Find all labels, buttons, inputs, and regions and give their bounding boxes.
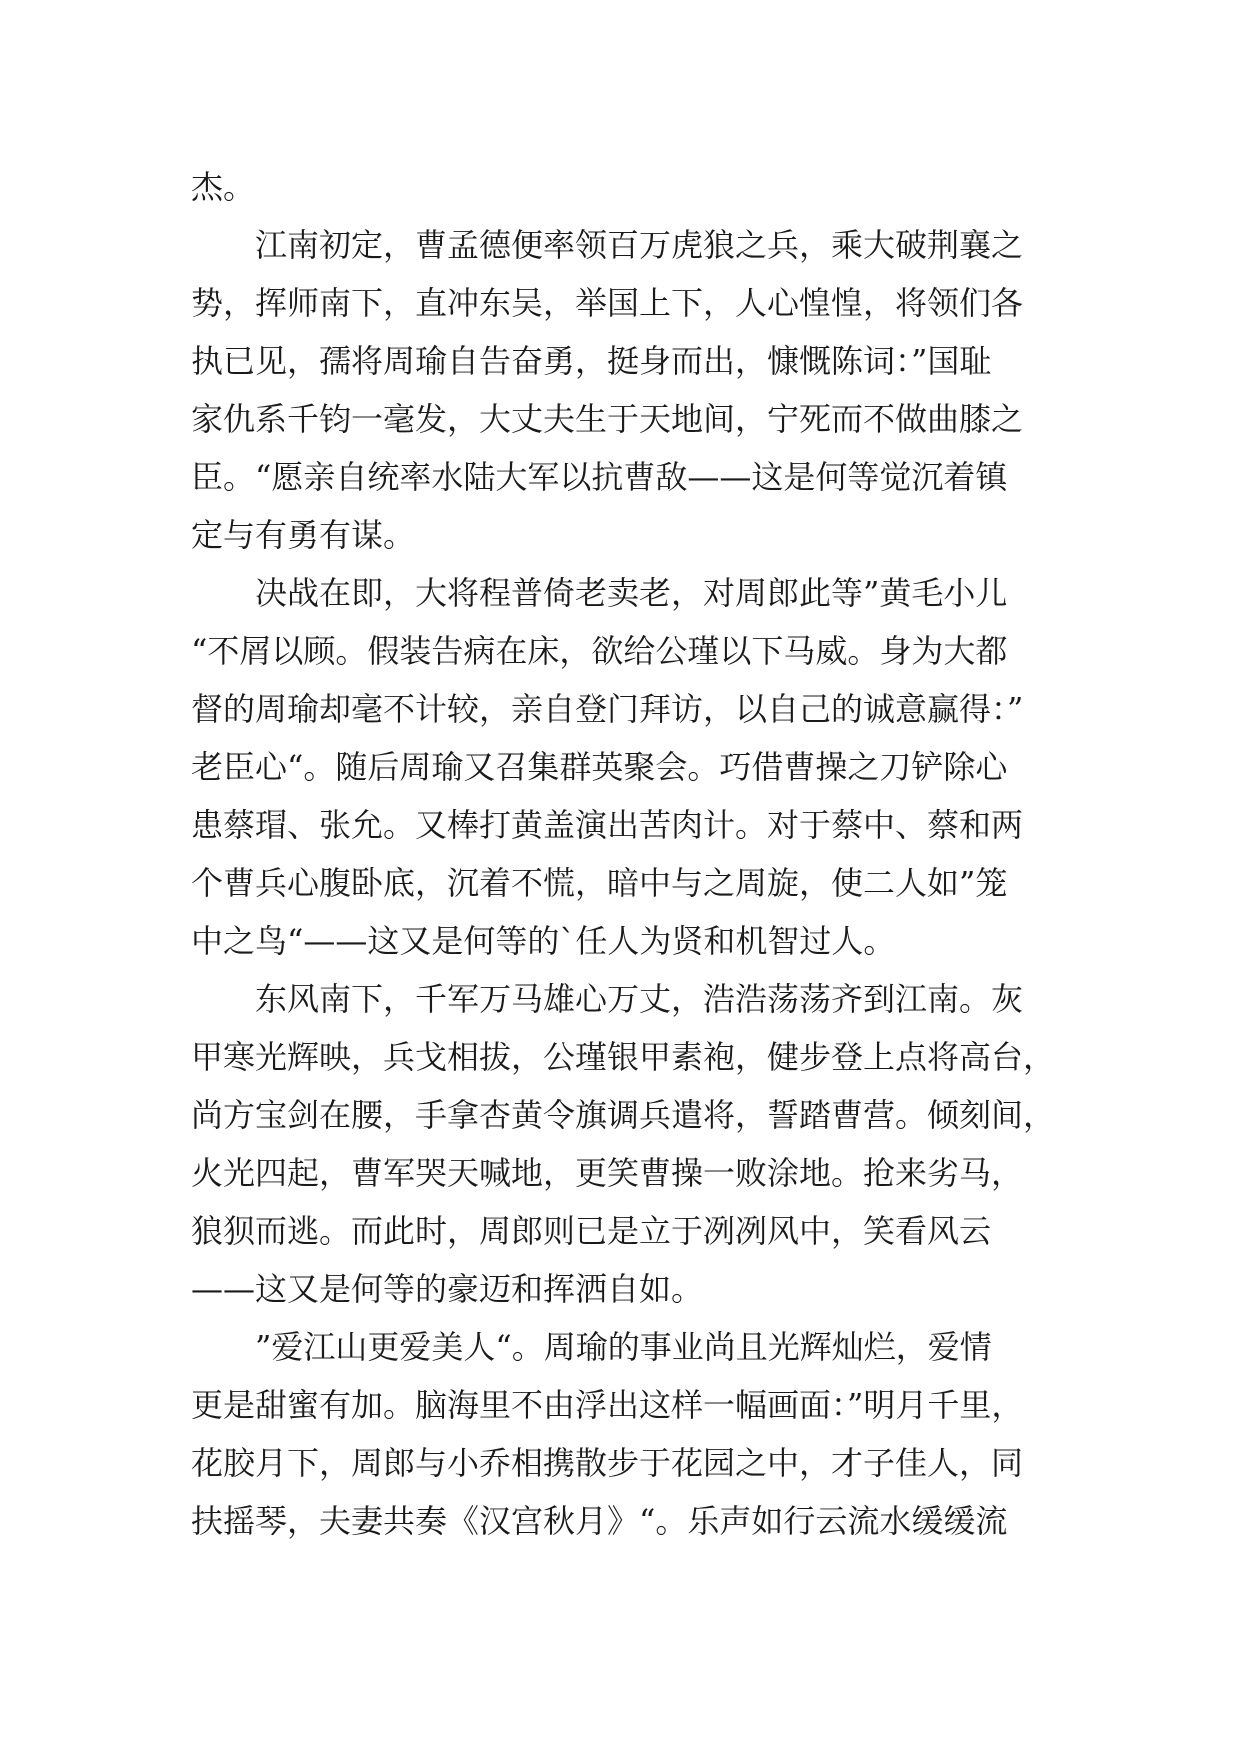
text-line: 东风南下，千军万马雄心万丈，浩浩荡荡齐到江南。灰 — [255, 980, 1024, 1018]
text-line: 杰。 — [191, 168, 256, 206]
text-line: 江南初定，曹孟德便率领百万虎狼之兵，乘大破荆襄之 — [255, 226, 1024, 264]
text-line: ”爱江山更爱美人“。周瑜的事业尚且光辉灿烂，爱情 — [255, 1328, 992, 1366]
text-line: 势，挥师南下，直冲东吴，举国上下，人心惶惶，将领们各 — [191, 284, 1024, 322]
body-text — [191, 158, 1055, 1550]
text-line: 火光四起，曹军哭天喊地，更笑曹操一败涂地。抢来劣马， — [191, 1154, 1024, 1192]
text-line: 臣。“愿亲自统率水陆大军以抗曹敌——这是何等觉沉着镇 — [191, 458, 1008, 496]
text-line: 家仇系千钧一毫发，大丈夫生于天地间，宁死而不做曲膝之 — [191, 400, 1024, 438]
text-line: 尚方宝剑在腰，手拿杏黄令旗调兵遣将，誓踏曹营。倾刻间， — [191, 1096, 1055, 1134]
text-line: 决战在即，大将程普倚老卖老，对周郎此等”黄毛小儿 — [255, 574, 1008, 612]
text-line: 甲寒光辉映，兵戈相拔，公瑾银甲素袍，健步登上点将高台， — [191, 1038, 1055, 1076]
text-line: 中之鸟“——这又是何等的`任人为贤和机智过人。 — [191, 922, 896, 960]
text-line: 更是甜蜜有加。脑海里不由浮出这样一幅画面：”明月千里， — [191, 1386, 1024, 1424]
text-line: 个曹兵心腹卧底，沉着不慌，暗中与之周旋，使二人如”笼 — [191, 864, 1008, 902]
text-line: ——这又是何等的豪迈和挥洒自如。 — [191, 1270, 704, 1308]
text-line: 执已见，孺将周瑜自告奋勇，挺身而出，慷慨陈词：”国耻 — [191, 342, 992, 380]
text-line: 老臣心“。随后周瑜又召集群英聚会。巧借曹操之刀铲除心 — [191, 748, 1008, 786]
text-line: 定与有勇有谋。 — [191, 516, 416, 554]
text-line: 患蔡瑁、张允。又棒打黄盖演出苦肉计。对于蔡中、蔡和两 — [191, 806, 1024, 844]
text-line: 扶摇琴，夫妻共奏《汉宫秋月》“。乐声如行云流水缓缓流 — [191, 1502, 1008, 1540]
text-line: “不屑以顾。假装告病在床，欲给公瑾以下马威。身为大都 — [191, 632, 1008, 670]
text-line: 督的周瑜却毫不计较，亲自登门拜访，以自己的诚意赢得：” — [191, 690, 1024, 728]
text-line: 花胶月下，周郎与小乔相携散步于花园之中，才子佳人，同 — [191, 1444, 1024, 1482]
text-line: 狼狈而逃。而此时，周郎则已是立于冽冽风中，笑看风云 — [191, 1212, 992, 1250]
